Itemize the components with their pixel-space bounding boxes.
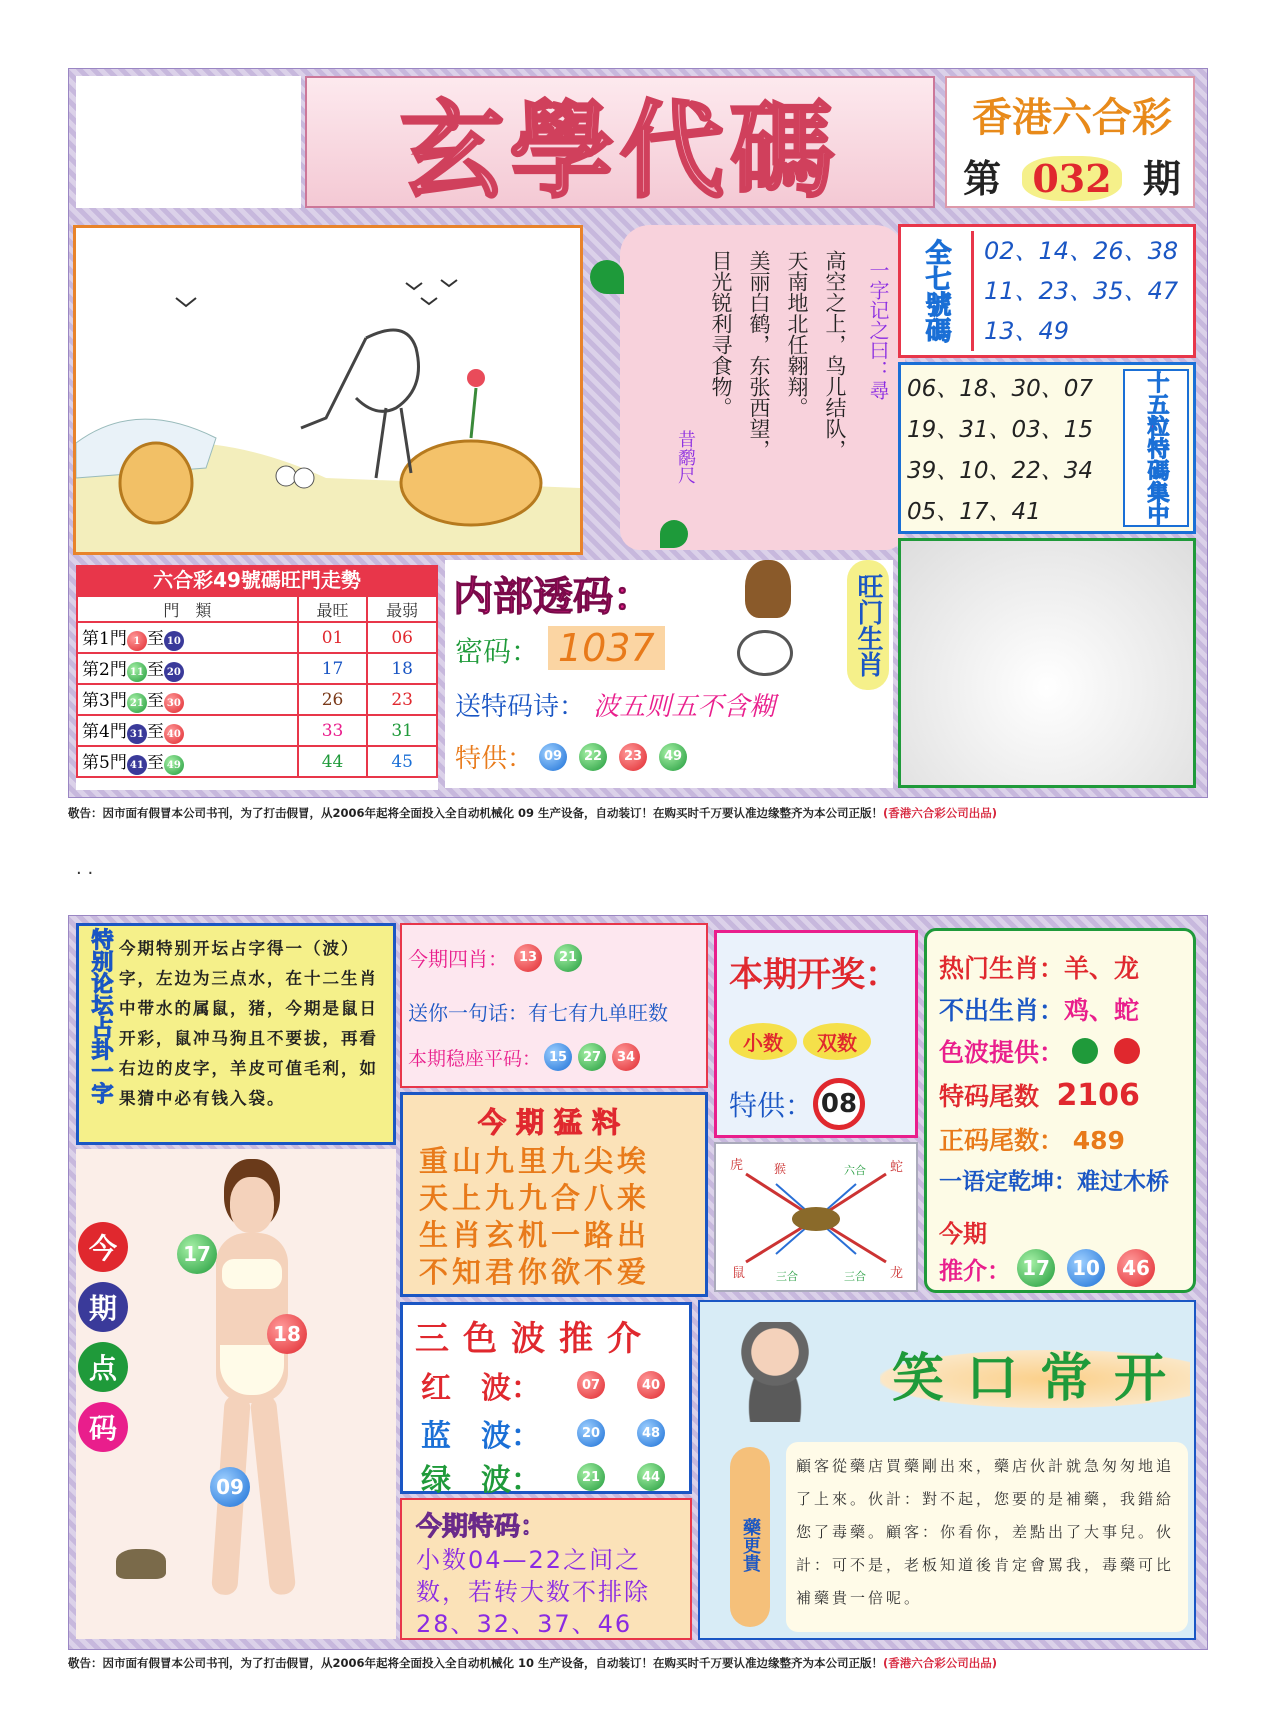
fierce-title: 今期猛料 [477, 1106, 630, 1139]
model-ball: 18 [267, 1314, 307, 1354]
table-row: 第1門 1 至 10 01 06 [77, 622, 437, 653]
laughing-man-icon [730, 1322, 820, 1422]
fierce-lines: 重山九里九尖埃 天上九九合八来 生肖玄机一路出 不知君你欲不爱 [419, 1144, 651, 1289]
draw-special: 特供： 08 [729, 1078, 865, 1130]
model-figure [186, 1159, 326, 1619]
dot-label-char: 点 [78, 1342, 128, 1392]
pair-line: 今期四肖： 13 21 [408, 943, 588, 972]
kill-numbers: 02、14、26、38 11、23、35、47 13、49 [971, 231, 1195, 351]
recommend-line: 推介： 17 10 46 [939, 1249, 1161, 1287]
recommend-label: 今期 [939, 1220, 987, 1248]
inside-title: 内部透码： [453, 574, 653, 620]
password-value: 1037 [548, 626, 665, 670]
draw-title: 本期开奖： [729, 955, 899, 995]
top-warning: 敬告：因市面有假冒本公司书刊，为了打击假冒，从2006年起将全面投入全自动机械化 09 生产设备，自动装订！在购买时千万要认准边缘整齐为本公司正版！(香港六合彩公司出品) [68, 806, 998, 820]
forum-label: 特别论坛占卦一字 [88, 928, 113, 1104]
issue-number: 032 [1022, 156, 1121, 201]
draw-tags: 小数 双数 [729, 1023, 871, 1060]
green-dot-icon [1072, 1038, 1098, 1064]
wave-title: 三色波推介 [415, 1319, 655, 1359]
kill-label: 全七號碼 [905, 231, 963, 351]
wave-row-green: 绿 波： 21 44 [421, 1455, 671, 1499]
riddle-title: 一字记之曰：尋 [866, 260, 890, 400]
one-line: 送你一句话：有七有九单旺数 [408, 1001, 668, 1025]
compass-arrows-icon [716, 1144, 916, 1290]
header-blank [76, 76, 301, 208]
separator: . . [76, 858, 94, 879]
wave-row-blue: 蓝 波： 20 48 [421, 1411, 671, 1455]
poem-line: 送特码诗： 波五则五不含糊 [455, 692, 776, 722]
cat-icon [116, 1549, 166, 1579]
ztail-line: 正码尾数： 489 [939, 1126, 1125, 1155]
crane-illustration [76, 228, 580, 552]
dot-label-char: 期 [78, 1282, 128, 1332]
wave-box [400, 1302, 692, 1498]
blank-panel [898, 538, 1196, 788]
joke-box [698, 1300, 1196, 1640]
special15-numbers: 06、18、30、07 19、31、03、15 39、10、22、34 05、17、41 [907, 376, 1094, 525]
table-row: 第5門 41 至 49 44 45 [77, 746, 437, 777]
red-dot-icon [1114, 1038, 1140, 1064]
word-line: 一语定乾坤：难过木桥 [939, 1169, 1169, 1195]
title-banner [305, 76, 935, 212]
special-code-text: 小数04—22之间之数，若转大数不排除28、32、37、46 [416, 1546, 650, 1638]
riddle-scroll [620, 225, 905, 550]
fierce-box [400, 1092, 708, 1297]
table-row: 第3門 21 至 30 26 23 [77, 684, 437, 715]
brand-name: 香港六合彩 [972, 94, 1172, 141]
crane-picture [73, 225, 583, 555]
special15-box [898, 362, 1196, 534]
dot-label-char: 今 [78, 1222, 128, 1272]
dot-label-char: 码 [78, 1402, 128, 1452]
leaf-icon [590, 260, 624, 294]
zodiac-label: 旺门生肖 [847, 560, 889, 690]
compass-box: 虎 猴 六合 蛇 鼠 三合 三合 龙 [714, 1142, 918, 1292]
kill-box [898, 224, 1196, 358]
trend-table-box [76, 565, 438, 790]
monkey-icon [745, 560, 791, 618]
dot-balls [78, 1222, 128, 1452]
bottom-warning: 敬告：因市面有假冒本公司书刊，为了打击假冒，从2006年起将全面投入全自动机械化 10 生产设备，自动装订！在购买时千万要认准边缘整齐为本公司正版！(香港六合彩公司出品) [68, 1656, 998, 1670]
special-code-title: 今期特码： [416, 1512, 547, 1542]
tail-line: 特码尾数 2106 [939, 1078, 1140, 1113]
password-line: 密码： 1037 [455, 626, 665, 670]
draw-box [714, 930, 918, 1138]
color-wave: 色波提供： [939, 1033, 1148, 1069]
table-row: 第4門 31 至 40 33 31 [77, 715, 437, 746]
model-ball: 17 [177, 1234, 217, 1274]
trend-table: 門 類 最旺 最弱 第1門 1 至 10 01 06 第2門 11 至 20 17 18 第3門 21 至 30 26 23 第4門 31 至 40 33 31 第5門 41 至 49 44 45 [76, 595, 438, 778]
riddle-poem: 高空之上，鸟儿结队， 天南地北任翱翔。 美丽白鹤，东张西望， 目光锐利寻食物。 [709, 250, 847, 460]
tips-box [400, 923, 708, 1088]
special-code-box [400, 1498, 692, 1640]
riddle-answer: 昔鹬尺 [675, 430, 696, 484]
forum-text: 今期特别开坛占字得一（波）字，左边为三点水，在十二生肖中带水的属鼠，猪，今期是鼠日开彩，鼠冲马狗且不要拔，再看右边的皮字，羊皮可值毛利，如果猜中必有钱入袋。 [119, 939, 378, 1108]
dragon-icon [737, 630, 793, 676]
leaf-icon [660, 520, 688, 548]
issue-line: 第 032 期 [963, 156, 1181, 201]
forum-box [76, 923, 396, 1145]
zodiac-info-box [924, 928, 1196, 1293]
no-zodiac: 不出生肖：鸡、蛇 [939, 996, 1140, 1025]
special-line: 特供： 09 22 23 49 [455, 738, 693, 775]
trend-title: 六合彩49號碼旺門走勢 [76, 565, 438, 595]
wave-row-red: 红 波： 07 40 [421, 1363, 671, 1407]
hot-zodiac: 热门生肖：羊、龙 [939, 954, 1140, 983]
special15-label: 十五粒特碼集中 [1123, 369, 1189, 527]
flat-line: 本期稳座平码： 15 27 34 [408, 1043, 643, 1071]
model-ball: 09 [210, 1467, 250, 1507]
brand-box [945, 76, 1195, 208]
page-title: 玄學代碼 [399, 89, 840, 212]
joke-text: 顧客從藥店買藥剛出來，藥店伙計就急匆匆地追了上來。伙計：對不起，您要的是補藥，我錯給您了毒藥。顧客：你看你，差點出了大事兒。伙計：可不是，老板知道後肯定會罵我，毒藥可比補藥貴一倍呢。 [786, 1442, 1188, 1632]
table-row: 第2門 11 至 20 17 18 [77, 653, 437, 684]
inside-box [445, 560, 893, 788]
joke-title: 笑口常开 [880, 1350, 1190, 1408]
joke-tag: 藥更貴 [730, 1447, 770, 1627]
